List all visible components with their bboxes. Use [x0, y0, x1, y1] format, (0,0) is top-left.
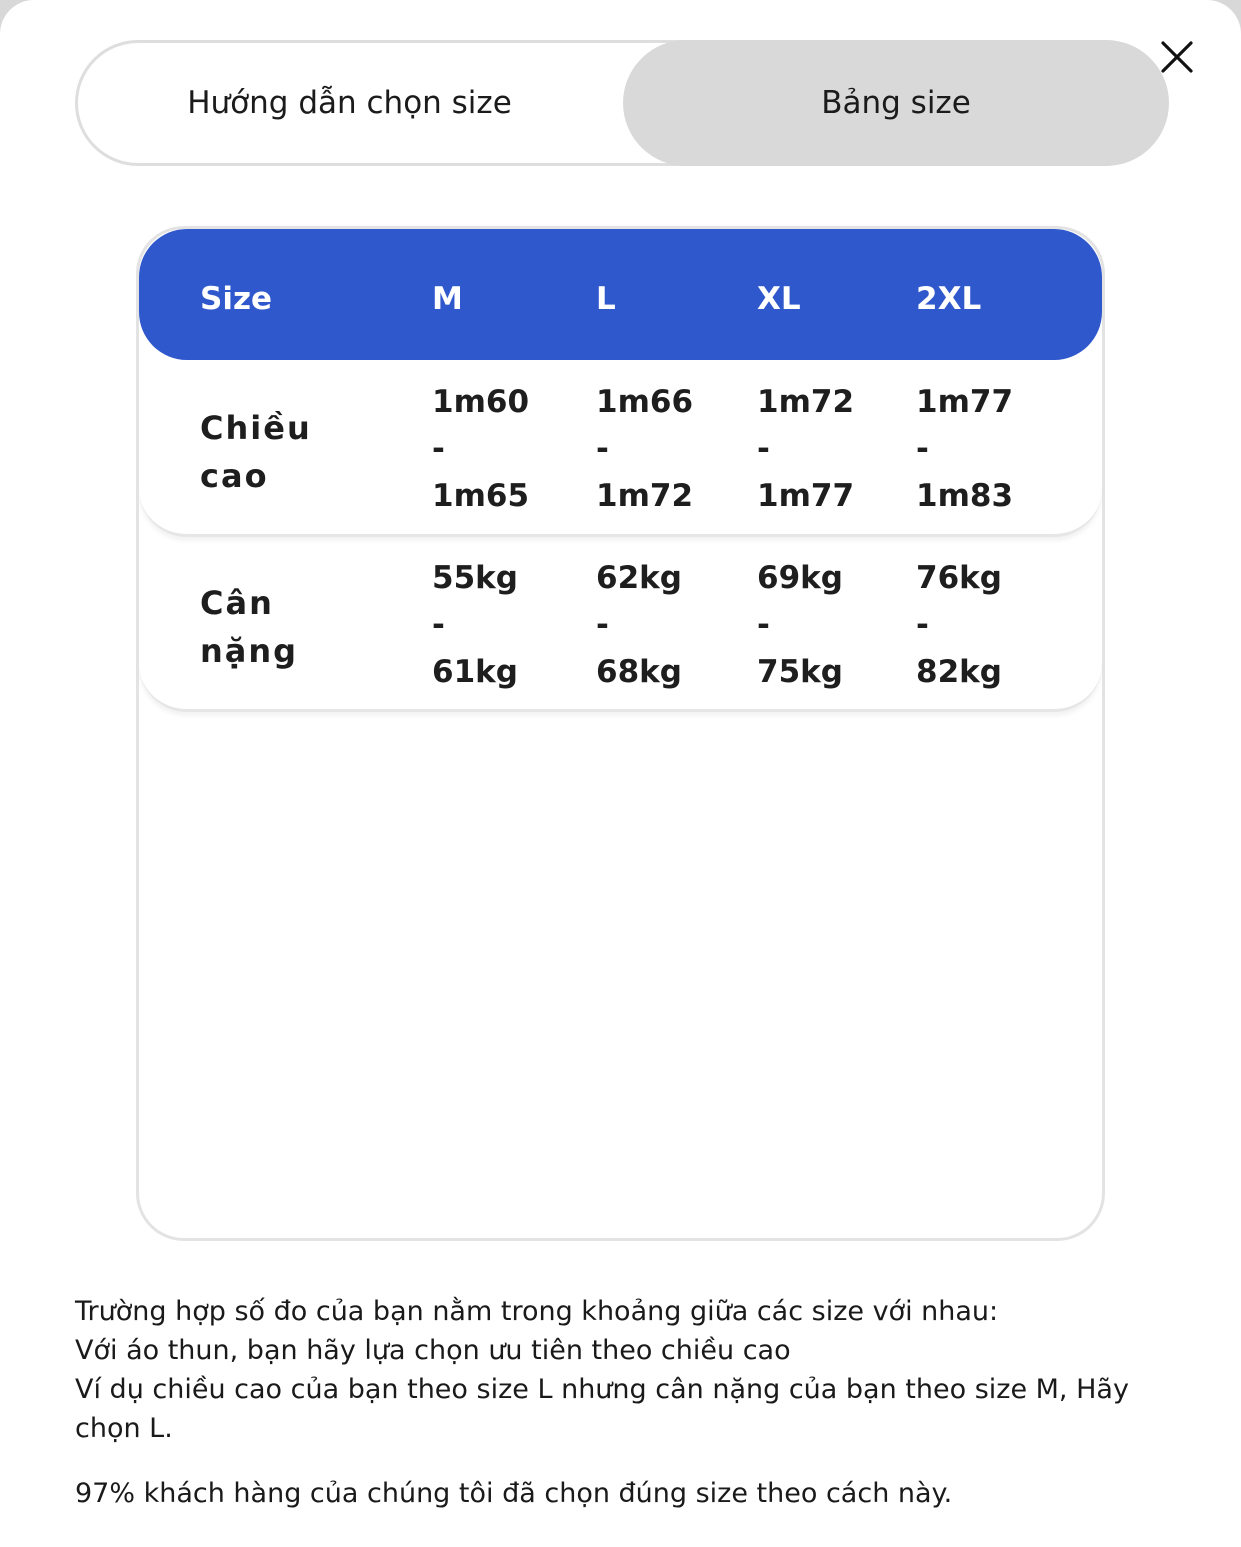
table-cell: 73 — [916, 763, 960, 799]
table-row — [139, 947, 1102, 1108]
table-cell: 22.5 — [432, 1026, 509, 1062]
tab-size-table[interactable] — [623, 40, 1169, 166]
header-cell: XL — [757, 281, 801, 317]
header-cell: Size — [200, 281, 273, 317]
tab-size-guide[interactable] — [75, 40, 624, 166]
tab-size-table-label: Bảng size — [821, 85, 971, 121]
table-cell: 23 — [596, 1026, 640, 1062]
header-cell: M — [432, 281, 463, 317]
table-cell: 24.5 — [916, 1026, 993, 1062]
table-row — [139, 509, 1102, 712]
note-line: Trường hợp số đo của bạn nằm trong khoảng giữa các size với nhau: — [75, 1296, 999, 1327]
table-cell: 1m66 - 1m72 — [596, 384, 694, 514]
note-line: Với áo thun, bạn hãy lựa chọn ưu tiên theo chiều cao — [75, 1335, 791, 1366]
note-line: Ví dụ chiều cao của bạn theo size L nhưng cân nặng của bạn theo size M, Hãy chọn L. — [75, 1374, 1129, 1444]
row-label: DÀI ÁO — [200, 762, 339, 800]
table-cell: 69 — [596, 763, 640, 799]
table-cell: 23.5 — [757, 1026, 834, 1062]
row-label: NGANG NGỰC — [200, 867, 341, 953]
table-cell: 55 — [916, 894, 960, 930]
table-cell: 71 — [757, 763, 801, 799]
table-row — [139, 815, 1102, 976]
table-cell: 69kg - 75kg — [757, 560, 843, 690]
header-cell: 2XL — [916, 281, 982, 317]
size-advice-notes — [75, 1292, 1155, 1513]
table-row — [139, 329, 1102, 537]
table-cell: 45.5 — [757, 1160, 834, 1196]
tab-bar — [75, 40, 1166, 166]
row-label: Chiều cao — [200, 409, 312, 495]
table-cell: 55kg - 61kg — [432, 560, 518, 690]
table-cell: 44.5 — [596, 1160, 673, 1196]
row-label: DÀI TAY — [200, 999, 271, 1085]
table-cell: 1m60 - 1m65 — [432, 384, 530, 514]
size-table-header — [139, 229, 1102, 360]
table-cell: 76kg - 82kg — [916, 560, 1002, 690]
table-cell: 1m72 - 1m77 — [757, 384, 855, 514]
table-cell: 43.5 — [432, 1160, 509, 1196]
row-label: RỘNG VAI — [200, 1131, 313, 1217]
table-cell: 67 — [432, 763, 476, 799]
table-cell: 1m77 - 1m83 — [916, 384, 1014, 514]
row-label: Cân nặng — [200, 584, 299, 670]
table-cell: 62kg - 68kg — [596, 560, 682, 690]
header-cell: L — [596, 281, 616, 317]
size-table — [136, 226, 1105, 1241]
tab-size-guide-label: Hướng dẫn chọn size — [187, 85, 512, 121]
table-cell: 49 — [432, 894, 476, 930]
table-row — [139, 1079, 1102, 1241]
note-line: 97% khách hàng của chúng tôi đã chọn đúng size theo cách này. — [75, 1478, 953, 1509]
table-cell: 46.5 — [916, 1160, 993, 1196]
table-cell: 53 — [757, 894, 801, 930]
table-cell: 51 — [596, 894, 640, 930]
